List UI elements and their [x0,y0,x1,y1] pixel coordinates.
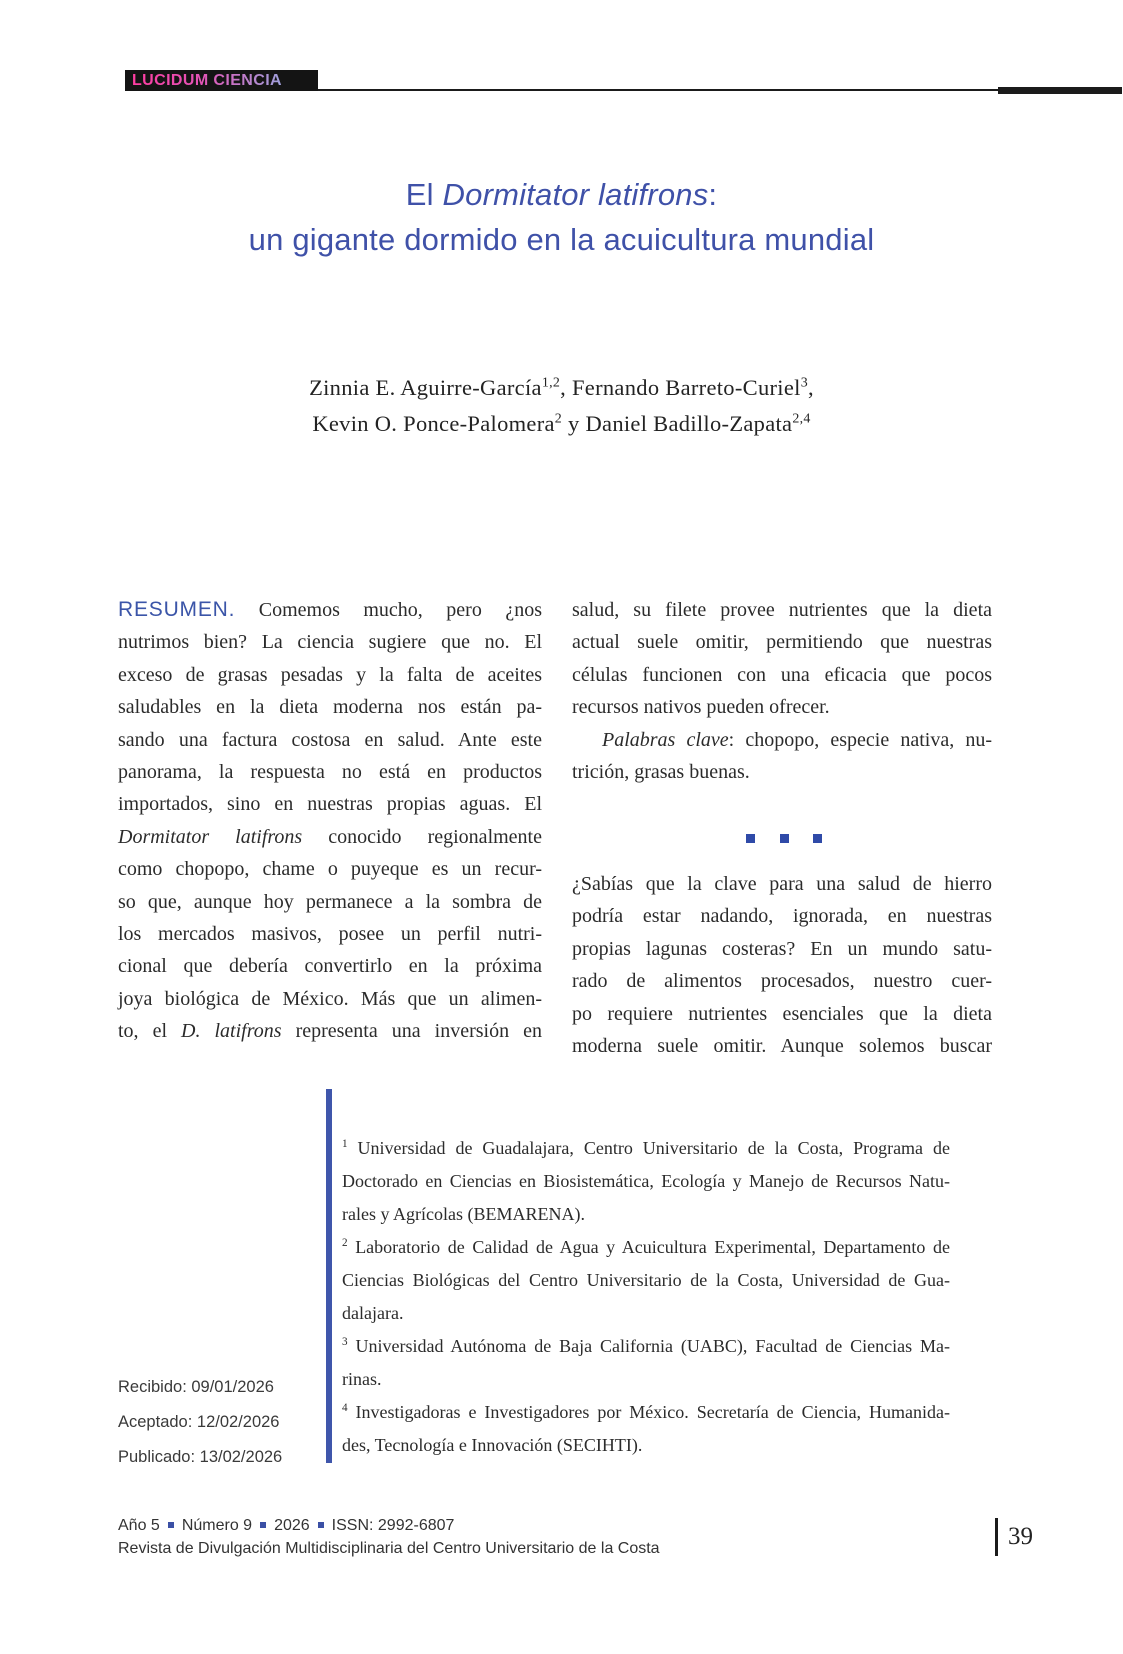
authors [0,370,1123,441]
text-line: $^2$ Laboratorio de Calidad de Agua y Acuicultura Experimental, Departamento de [342,1237,950,1257]
text-line: $^1$ Universidad de Guadalajara, Centro Universitario de la Costa, Programa de [342,1138,950,1158]
text-line: trición, grasas buenas. [572,760,750,783]
article-dates [118,1370,282,1475]
text-line: recursos nativos pueden ofrecer. [572,696,830,719]
abstract-left-column [118,594,542,1047]
text-line: $^3$ Universidad Autónoma de Baja California (UABC), Facultad de Ciencias Ma- [342,1336,950,1356]
text-line: panorama, la respuesta no está en productos [118,760,542,783]
separator-square-icon [780,834,789,843]
text-line: actual suele omitir, permitiendo que nuestras [572,631,992,654]
text-line: saludables en la dieta moderna nos están pa- [118,696,542,719]
text-line: como chopopo, chame o puyeque es un recur- [118,858,542,881]
text-line: so que, aunque hoy permanece a la sombra de [118,890,542,913]
page-footer [118,1514,660,1560]
text-line: células funcionen con una eficacia que pocos [572,663,992,686]
received-date: Recibido: 09/01/2026 [118,1378,274,1396]
separator-square-icon [260,1522,266,1528]
page-number-rule [995,1518,998,1556]
text-line: RESUMEN. Comemos mucho, pero ¿nos [118,598,542,621]
page-number: 39 [1008,1523,1033,1550]
article-title [0,172,1123,262]
issue-segment: Año 5 [118,1517,160,1534]
text-line: joya biológica de México. Más que un alimen- [118,987,542,1010]
separator-square-icon [318,1522,324,1528]
text-line: rales y Agrícolas (BEMARENA). [342,1204,585,1224]
journal-name: Revista de Divulgación Multidisciplinaria del Centro Universitario de la Costa [118,1540,660,1557]
section-separator [746,834,822,843]
text-line: po requiere nutrientes esenciales que la dieta [572,1002,992,1025]
abstract-right-column [572,594,992,788]
author-line-2: Kevin O. Ponce-Palomera$^2$ y Daniel Badillo-Zapata$^{2,4}$ [312,410,811,436]
journal-badge-label: LUCIDUM CIENCIA [132,71,282,89]
text-line: exceso de grasas pesadas y la falta de aceites [118,663,542,686]
text-line: dalajara. [342,1303,404,1323]
text-line: Ciencias Biológicas del Centro Universitario de la Costa, Universidad de Gua- [342,1270,950,1290]
text-line: salud, su filete provee nutrientes que la dieta [572,599,992,621]
text-line: rado de alimentos procesados, nuestro cuer- [572,970,992,993]
text-line: propias lagunas costeras? En un mundo satu- [572,937,992,960]
text-line: to, el D. latifrons representa una inversión en [118,1020,542,1043]
issue-segment: Número 9 [181,1517,253,1534]
text-line: ¿Sabías que la clave para una salud de hierro [572,873,992,895]
journal-badge [125,70,318,91]
header-rule-thin [318,89,998,91]
separator-square-icon [813,834,822,843]
published-date: Publicado: 13/02/2026 [118,1448,283,1466]
article-title-line-1: El Dormitator latifrons: [405,177,718,212]
issue-info [118,1514,660,1537]
text-line: los mercados masivos, posee un perfil nutri- [118,922,542,945]
text-line: Dormitator latifrons conocido regionalmente [118,825,542,848]
accepted-date: Aceptado: 12/02/2026 [118,1413,280,1431]
text-line: moderna suele omitir. Aunque solemos buscar [572,1034,992,1057]
separator-square-icon [168,1522,174,1528]
separator-square-icon [746,834,755,843]
text-line: $^4$ Investigadoras e Investigadores por México. Secretaría de Ciencia, Humanida- [342,1402,950,1422]
article-title-line-2: un gigante dormido en la acuicultura mundial [248,222,875,257]
text-line: podría estar nadando, ignorada, en nuestras [572,905,992,928]
header-rule-thick [998,87,1122,94]
text-line: cional que debería convertirlo en la próxima [118,955,542,978]
issue-segment: 2026 [274,1517,310,1534]
text-line: sando una factura costosa en salud. Ante este [118,728,542,751]
footnotes [342,1132,950,1462]
abstract-label: RESUMEN. [118,598,236,621]
body-right-column [572,868,992,1062]
text-line: importados, sino en nuestras propias aguas. El [118,793,542,816]
text-line: nutrimos bien? La ciencia sugiere que no. El [118,631,542,654]
author-line-1: Zinnia E. Aguirre-García$^{1,2}$, Fernando Barreto-Curiel$^3$, [309,375,814,400]
text-line: rinas. [342,1369,382,1389]
text-line: Palabras clave: chopopo, especie nativa, nu- [602,728,993,751]
text-line: Doctorado en Ciencias en Biosistemática, Ecología y Manejo de Recursos Natu- [342,1171,950,1191]
text-line: des, Tecnología e Innovación (SECIHTI). [342,1435,643,1455]
footnote-rule [326,1089,332,1463]
issue-segment: ISSN: 2992-6807 [331,1517,455,1534]
